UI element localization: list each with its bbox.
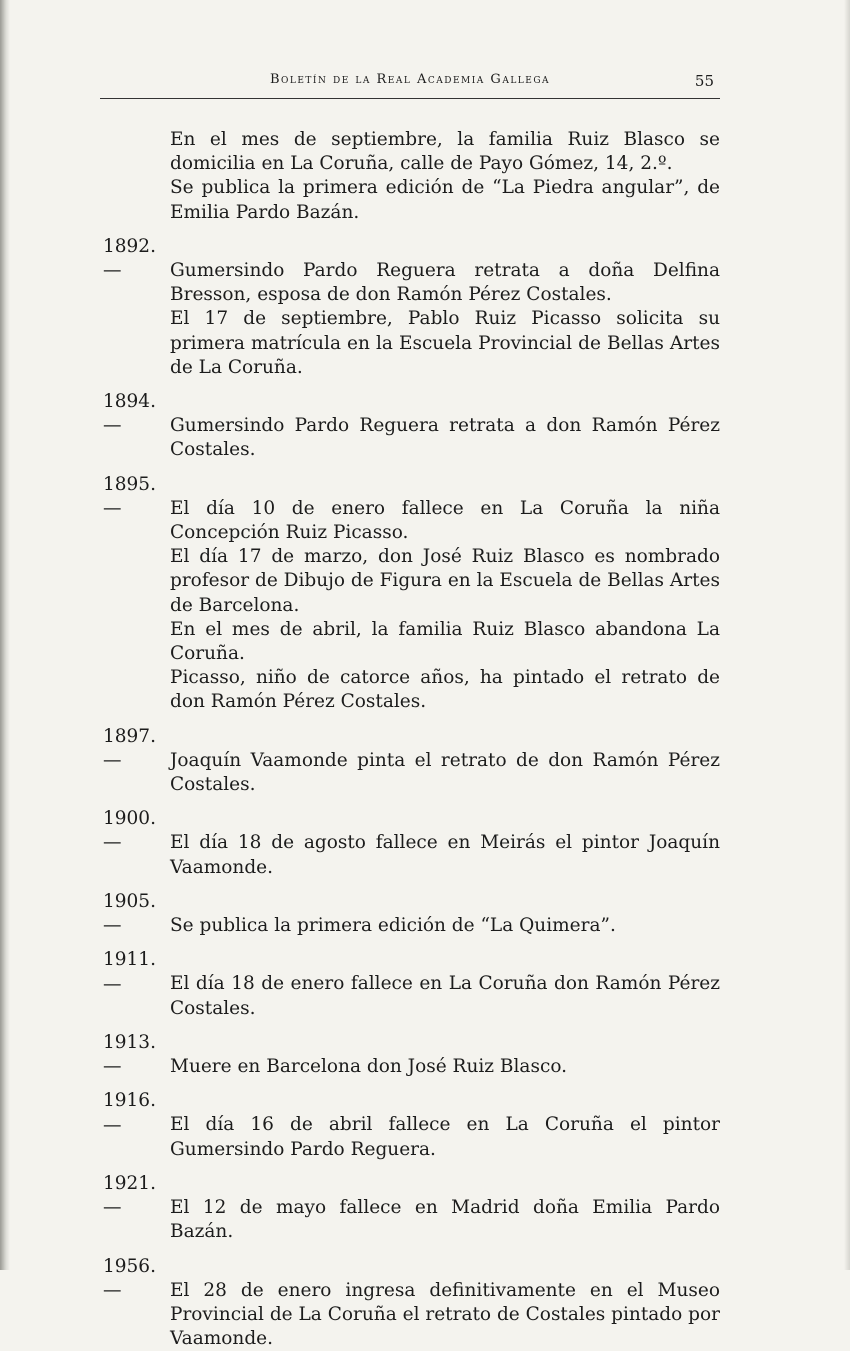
entry-1894 [103,390,720,463]
entry-text: El día 16 de abril fallece en La Coruña el pintor Gumersindo Pardo Reguera. [170,1114,720,1160]
entry-text: El día 10 de enero fallece en La Coruña la niña Concepción Ruiz Picasso. [170,497,720,544]
intro-line: En el mes de septiembre, la familia Ruiz Blasco se domicilia en La Coruña, calle de Payo Gómez, 14, 2.º. [170,129,720,175]
entry-1897 [103,725,720,798]
entry-year: 1900.— [103,808,156,854]
entry-1900 [103,807,720,880]
entry-text: Gumersindo Pardo Reguera retrata a doña Delfina Bresson, esposa de don Ramón Pérez Costales. [170,260,720,306]
entry-year: 1916.— [103,1090,156,1136]
entry-text: El día 18 de agosto fallece en Meirás el pintor Joaquín Vaamonde. [170,832,720,878]
entry-text: El 17 de septiembre, Pablo Ruiz Picasso solicita su primera matrícula en la Escuela Provincial de Bellas Artes de La Coruña. [170,308,720,378]
entry-text: El día 18 de enero fallece en La Coruña don Ramón Pérez Costales. [170,973,720,1019]
entry-year: 1913.— [103,1031,156,1078]
entry-1895 [103,473,720,546]
running-head [100,68,720,94]
entry-text: El día 17 de marzo, don José Ruiz Blasco es nombrado profesor de Dibujo de Figura en la Escuela de Bellas Artes de Barcelona. [170,546,720,616]
entry-text: El 12 de mayo fallece en Madrid doña Emilia Pardo Bazán. [170,1197,720,1243]
journal-title: Boletín de la Real Academia Gallega [269,72,551,87]
entry-text: Muere en Barcelona don José Ruiz Blasco. [170,1056,568,1078]
entry-1956 [103,1255,720,1351]
entry-year: 1911.— [103,949,156,995]
entry-year: 1895.— [103,473,156,519]
entry-text: Joaquín Vaamonde pinta el retrato de don Ramón Pérez Costales. [170,749,720,796]
entry-1916 [103,1089,720,1162]
entry-1913 [103,1031,720,1079]
entry-1921 [103,1172,720,1245]
entry-year: 1894.— [103,391,156,437]
entry-text: Picasso, niño de catorce años, ha pintado el retrato de don Ramón Pérez Costales. [170,667,720,713]
header-rule [100,98,720,99]
page-edge-shadow [0,0,10,1270]
entry-text: Gumersindo Pardo Reguera retrata a don Ramón Pérez Costales. [170,415,720,461]
entry-text: Se publica la primera edición de “La Quimera”. [170,915,616,937]
entry-year: 1921.— [103,1172,156,1219]
page-edge-right [844,0,850,1270]
entry-year: 1892.— [103,235,156,282]
chronology-text [103,128,720,1351]
entry-year: 1956.— [103,1255,156,1301]
entry-year: 1897.— [103,725,156,771]
intro-line: Se publica la primera edición de “La Piedra angular”, de Emilia Pardo Bazán. [170,177,720,223]
entry-text: En el mes de abril, la familia Ruiz Blasco abandona La Coruña. [170,618,720,665]
entry-year: 1905.— [103,890,156,937]
entry-1905 [103,890,720,938]
entry-text: El 28 de enero ingresa definitivamente en el Museo Provincial de La Coruña el retrato de Costales pintado por Vaamonde. [170,1279,720,1350]
page-number: 55 [694,72,714,90]
entry-1911 [103,948,720,1021]
entry-1892 [103,235,720,308]
